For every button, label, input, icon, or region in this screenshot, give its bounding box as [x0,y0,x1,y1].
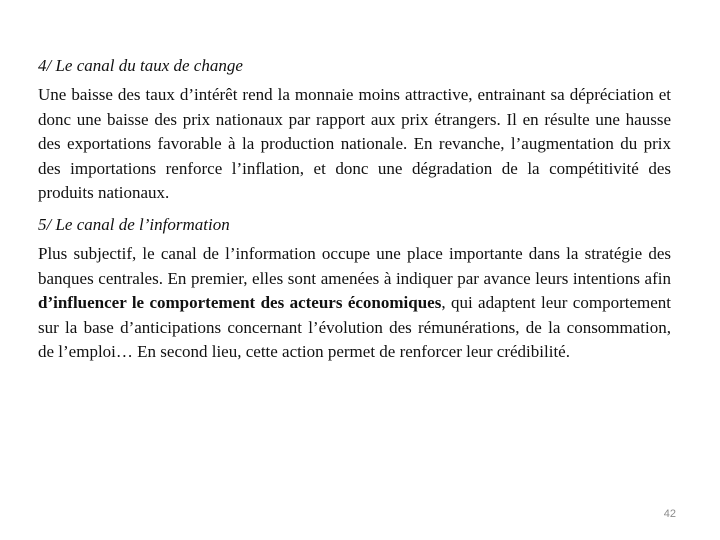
section-5-bold-text: d’influencer le comportement des acteurs économiques [38,293,442,313]
section-5-text-part2: , qui adaptent leur comportement sur la base d’anticipations concernant l’évolution des rémunérations, de la consommation, de l’emploi… En second lieu, cette action permet de renforcer leur crédibilité. [38,293,671,362]
slide-content [38,55,671,373]
section-4-heading: 4/ Le canal du taux de change [38,56,243,75]
section-5-paragraph [38,242,671,365]
page-number: 42 [663,508,676,520]
section-4-paragraph: Une baisse des taux d’intérêt rend la monnaie moins attractive, entrainant sa dépréciation et donc une baisse des prix nationaux par rapport aux prix étrangers. Il en résulte une hausse des exportations favorable à la production nationale. En revanche, l’augmentation du prix des importations renforce l’inflation, et donc une dégradation de la compétitivité des produits nationaux. [38,85,671,203]
section-5-text-part1: Plus subjectif, le canal de l’information occupe une place importante dans la stratégie des banques centrales. En premier, elles sont amenées à indiquer par avance leurs intentions afin [38,243,671,288]
section-5-heading: 5/ Le canal de l’information [38,214,230,234]
